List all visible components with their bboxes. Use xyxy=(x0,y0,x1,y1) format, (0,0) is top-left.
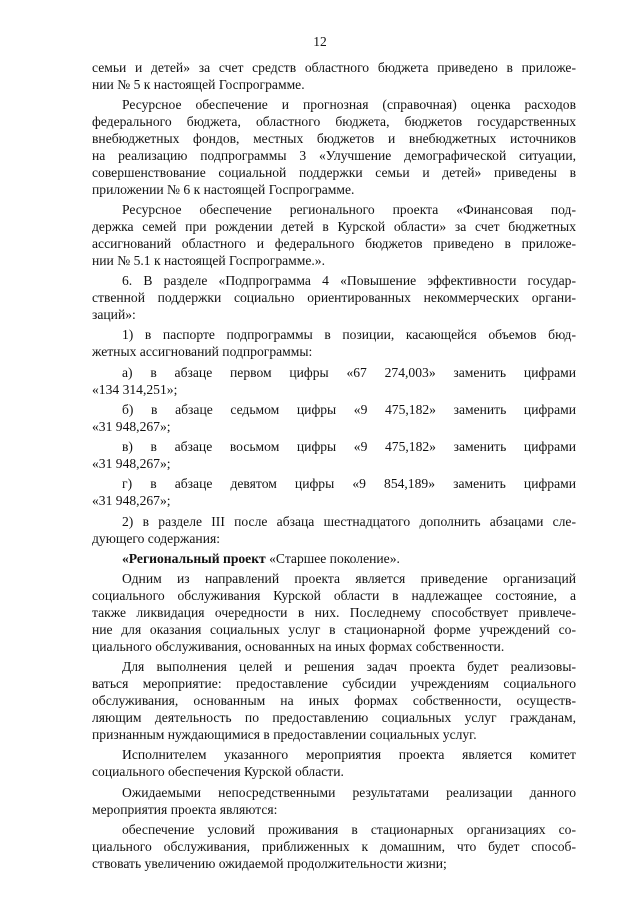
text-line: ляющим деятельность по предоставлению социальных услуг гражданам, xyxy=(92,710,576,726)
text-line: Одним из направлений проекта является приведение организаций xyxy=(122,571,576,587)
document-body xyxy=(92,60,576,873)
text-line: социального обслуживания Курской области в надлежащее состояние, а xyxy=(92,588,576,604)
text-line: Ожидаемыми непосредственными результатами реализации данного xyxy=(122,784,576,800)
text-line: нии № 5 к настоящей Госпрограмме. xyxy=(92,76,305,92)
text-line: мероприятия проекта являются: xyxy=(92,801,278,817)
text-line: ваться мероприятие: предоставление субсидии учреждениям социального xyxy=(92,676,576,692)
text-line: ассигнований областного и федерального бюджетов приведено в приложе- xyxy=(92,235,576,251)
text-line: держка семей при рождении детей в Курской области» за счет бюджетных xyxy=(92,219,576,235)
text-line: ственной поддержки социально ориентированных некоммерческих органи- xyxy=(92,290,576,306)
text-line: г) в абзаце девятом цифры «9 854,189» заменить цифрами xyxy=(122,476,576,492)
text-line: признанным нуждающимися в предоставлении социальных услуг. xyxy=(92,726,477,742)
text-line: заций»: xyxy=(92,306,136,322)
line-text: «Старшее поколение». xyxy=(265,551,400,567)
text-line: «134 314,251»; xyxy=(92,381,178,397)
text-line: семьи и детей» за счет средств областного бюджета приведено в приложе- xyxy=(92,60,576,75)
page-number: 12 xyxy=(313,34,327,49)
text-line: 6. В разделе «Подпрограмма 4 «Повышение эффективности государ- xyxy=(122,273,576,289)
text-line: обслуживания, основанным на иных формах собственности, осуществ- xyxy=(92,693,576,709)
text-line: Ресурсное обеспечение и прогнозная (справочная) оценка расходов xyxy=(122,97,576,113)
text-line: федерального бюджета, областного бюджета, бюджетов государственных xyxy=(92,114,576,130)
text-line xyxy=(92,551,576,568)
text-line: в) в абзаце восьмом цифры «9 475,182» заменить цифрами xyxy=(122,439,576,455)
text-line: дующего содержания: xyxy=(92,530,220,546)
text-line: социального обеспечения Курской области. xyxy=(92,764,344,780)
text-line: обеспечение условий проживания в стационарных организациях со- xyxy=(122,821,576,837)
text-line: на реализацию подпрограммы 3 «Улучшение демографической ситуации, xyxy=(92,147,576,163)
text-line: также ликвидация очередности в них. Последнему способствует привлече- xyxy=(92,605,576,621)
text-line: Для выполнения целей и решения задач проекта будет реализовы- xyxy=(122,659,576,675)
bold-heading: «Региональный проект xyxy=(122,551,266,567)
text-line: приложении № 6 к настоящей Госпрограмме. xyxy=(92,181,355,197)
text-line: циального обслуживания, приближенных к домашним, что будет способ- xyxy=(92,838,576,854)
text-line: Ресурсное обеспечение регионального проекта «Финансовая под- xyxy=(122,202,576,218)
text-line: 1) в паспорте подпрограммы в позиции, касающейся объемов бюд- xyxy=(122,327,576,343)
text-line: нии № 5.1 к настоящей Госпрограмме.». xyxy=(92,252,325,268)
text-line: «31 948,267»; xyxy=(92,418,171,434)
text-line: 2) в разделе III после абзаца шестнадцатого дополнить абзацами сле- xyxy=(122,513,576,529)
text-line: а) в абзаце первом цифры «67 274,003» заменить цифрами xyxy=(122,364,576,380)
text-line: внебюджетных фондов, местных бюджетов и внебюджетных источников xyxy=(92,131,576,147)
text-line: «31 948,267»; xyxy=(92,456,171,472)
text-line: жетных ассигнований подпрограммы: xyxy=(92,344,313,360)
text-line: «31 948,267»; xyxy=(92,493,171,509)
text-line: ние для оказания социальных услуг в стационарной форме учреждений со- xyxy=(92,622,576,638)
text-line: ствовать увеличению ожидаемой продолжительности жизни; xyxy=(92,855,447,871)
text-line: Исполнителем указанного мероприятия проекта является комитет xyxy=(122,747,576,763)
text-line: б) в абзаце седьмом цифры «9 475,182» заменить цифрами xyxy=(122,401,576,417)
text-line: циального обслуживания, основанных на иных формах собственности. xyxy=(92,639,505,654)
text-line: совершенствование социальной поддержки семьи и детей» приведены в xyxy=(92,164,576,180)
